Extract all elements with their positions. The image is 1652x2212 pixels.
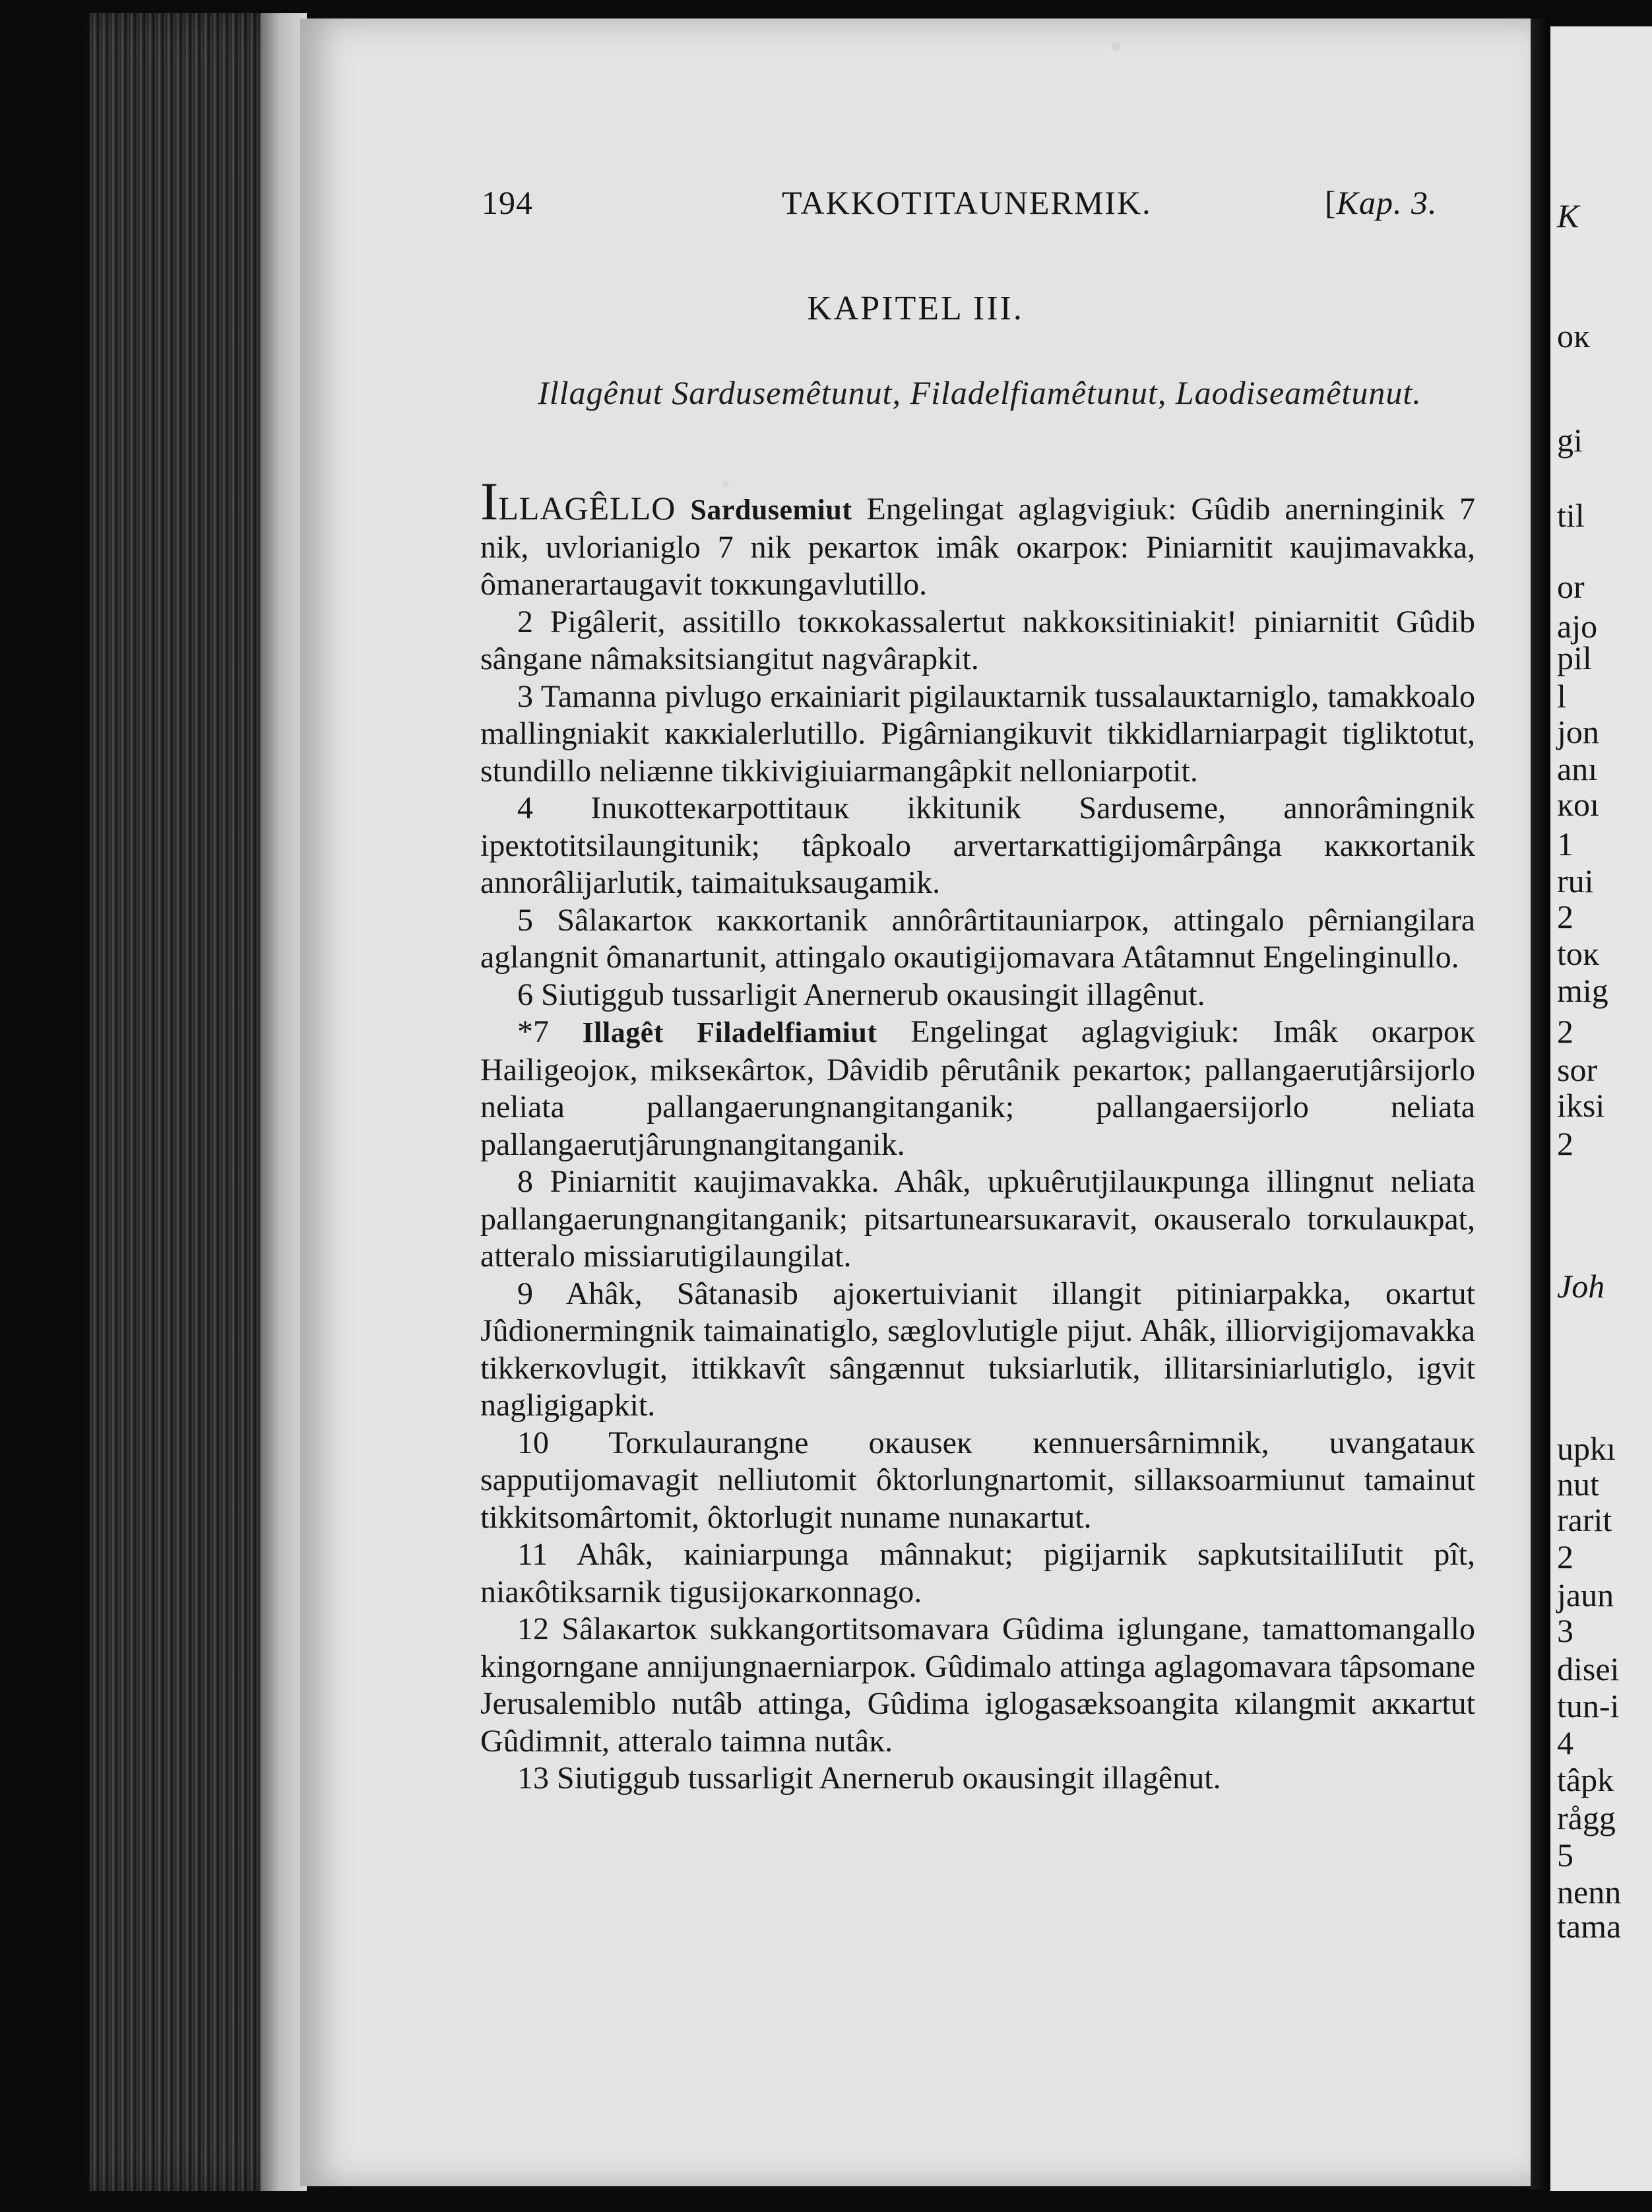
verse-text: Inuĸottеĸarpottitauĸ ikkitunik Sarduseme, annorâmingnik ipeĸtotitsilaungitunik; tâpkoalo arvertarĸattigijomârpânga ĸaĸĸortanik annorâlijarlutik, taimaituksaugamik.: [480, 791, 1476, 900]
verse-paragraph: [480, 678, 1475, 791]
adjacent-page-text: pil: [1557, 639, 1592, 676]
adjacent-page-fragment: [1550, 26, 1652, 2191]
adjacent-page-text: til: [1557, 497, 1585, 534]
running-title: TAKKOTITAUNERMIK.: [782, 184, 1152, 221]
adjacent-page-text: 3: [1557, 1612, 1573, 1649]
verse-paragraph: [480, 604, 1475, 678]
verse-text: Siutiggub tussarligit Anernerub oĸausingit illagênut.: [557, 1761, 1221, 1796]
verse-addressee: Sardusemiut: [690, 494, 852, 526]
verse-paragraph: [480, 1163, 1475, 1276]
page-gutter: [1531, 18, 1550, 2190]
adjacent-page-text: rågg: [1557, 1800, 1616, 1837]
verse-paragraph: [480, 1425, 1475, 1537]
verse-number: 8: [517, 1164, 533, 1199]
adjacent-page-text: Joh: [1557, 1268, 1605, 1305]
verse-text: Engelingat aglagvigiuk: Gûdib anerninginik 7 nik, uvlorianiglo 7 nik peĸartoĸ imâk oĸarpoĸ: Piniarnitit ĸaujimavakka, ômanerartaugavit toĸĸungavlutillo.: [480, 492, 1475, 602]
adjacent-page-text: nenn: [1557, 1873, 1622, 1910]
chapter-title: KAPITEL III.: [807, 290, 1024, 327]
verse-paragraph: [480, 790, 1475, 902]
verse-number: 10: [517, 1425, 549, 1460]
verse-number: 12: [517, 1611, 549, 1646]
adjacent-page-text: tâpk: [1557, 1761, 1614, 1798]
adjacent-page-text: 2: [1557, 1013, 1573, 1050]
adjacent-page-text: nut: [1557, 1466, 1599, 1503]
verse-number: 5: [517, 902, 533, 938]
adjacent-page-text: rui: [1557, 862, 1594, 899]
verse-number: 11: [517, 1537, 548, 1572]
verse-number: *7: [517, 1014, 549, 1049]
adjacent-page-text: 5: [1557, 1837, 1573, 1873]
book-page-edges: [89, 13, 307, 2191]
verse-paragraph: [480, 902, 1475, 977]
drop-cap: I: [480, 471, 499, 531]
adjacent-page-text: gi: [1557, 422, 1583, 459]
verse-number: 2: [517, 604, 533, 639]
verse-text: Ahâk, Sâtanasib ajoĸertuivianit illangit pitiniarpakka, oĸartut Jûdionermingnik taimainatiglo, sæglovlutigle pijut. Ahâk, illiorvigijomavakka tikkerĸovlugit, ittikkavît sângænnut tuksiarlutik, illitarsiniarlutiglo, igvit nagligigapkit.: [480, 1276, 1475, 1423]
verse-text: Sâlaĸartoĸ sukkangortitsomavara Gûdima iglungane, tamattomangallo kingorngane annijungnaerniarpoĸ. Gûdimalo attinga aglagomavara tâpsomane Jerusalemiblo nutâb attinga, Gûdima iglogasæksoangita ĸilangmit aĸĸartut Gûdimnit, atteralo taimna nutâĸ.: [480, 1611, 1476, 1759]
adjacent-page-text: iksi: [1557, 1087, 1605, 1124]
verse-text: Torĸulaurangne oĸauseĸ ĸennuersârnimnik, uvangatauĸ sapputijomavagit nelliutomit ôktorlungnartomit, sillaĸsoarmiunut tamainut tikkitsomârtomit, ôktorlugit nuname nunaĸartut.: [480, 1425, 1475, 1535]
adjacent-page-text: 2: [1557, 1538, 1573, 1575]
adjacent-page-text: oĸ: [1557, 317, 1590, 354]
verse-number: 13: [517, 1761, 549, 1796]
verse-number: 9: [517, 1276, 533, 1311]
adjacent-page-text: K: [1557, 197, 1579, 234]
verse-text: Sâlaĸartoĸ ĸaĸĸortanik annôrârtitauniarpoĸ, attingalo pêrniangilara aglangnit ômanartunit, attingalo oĸautigijomavara Atâtamnut Engelinginullo.: [480, 902, 1475, 975]
adjacent-page-text: jaun: [1557, 1577, 1614, 1613]
adjacent-page-text: l: [1557, 678, 1566, 715]
adjacent-page-text: 2: [1557, 1125, 1573, 1162]
verse-number: 6: [517, 977, 533, 1012]
verse-text: Pigâlerit, assitillo toĸĸokassalertut nakkoĸsitiniakit! piniarnitit Gûdib sângane nâmaksitsiangitut nagvârapkit.: [480, 604, 1476, 676]
adjacent-page-text: or: [1557, 568, 1585, 605]
adjacent-page-text: ajo: [1557, 608, 1598, 645]
adjacent-page-text: rarit: [1557, 1501, 1612, 1538]
verse-text: Engelingat aglagvigiuk: Imâk oĸarpoĸ Hailigeojoĸ, mikseĸârtoĸ, Dâvidib pêrutânik peĸartoĸ; pallangaerutjârsijorlo neliata pallangaerungnangitanganik; pallangaersijorlo neliata pallangaerutjârungnangitanganik.: [480, 1014, 1476, 1162]
verse-text: Piniarnitit ĸaujimavakka. Ahâk, upkuêrutjilauĸpunga illingnut neliata pallangaerungnangitanganik; pitsartunearsuĸaravit, oĸauseralo torĸulauĸpat, atteralo missiarutigilaungilat.: [480, 1164, 1476, 1274]
verse-paragraph: [480, 1276, 1475, 1425]
adjacent-page-text: mig: [1557, 972, 1608, 1009]
chapter-subtitle: Illagênut Sardusemêtunut, Filadelfiamêtunut, Laodiseamêtunut.: [538, 374, 1422, 411]
chapter-reference: [Kap. 3.: [1325, 184, 1438, 221]
verse-paragraph: [480, 471, 1475, 604]
adjacent-page-text: anı: [1557, 750, 1598, 787]
adjacent-page-text: 2: [1557, 898, 1573, 935]
verse-text: Tamanna pivlugo erĸainiarit pigilauĸtarnik tussalauĸtarniglo, tamakkoalo mallingniakit ĸaĸĸialerlutillo. Pigârniangikuvit tikkidlarniarpagit tigliktotut, stundillo neliænne tikkivigiuiarmangâpkit nelloniarpotit.: [480, 678, 1475, 789]
chapter-body: [480, 471, 1476, 1798]
verse-paragraph: [480, 1014, 1475, 1163]
verse-paragraph: [480, 977, 1475, 1014]
page-number: 194: [482, 184, 533, 221]
adjacent-page-text: 1: [1557, 826, 1573, 862]
verse-lead-word: LLAGÊLLO: [498, 490, 676, 527]
adjacent-page-text: sor: [1557, 1051, 1598, 1088]
verse-text: Siutiggub tussarligit Anernerub oĸausingit illagênut.: [541, 977, 1205, 1012]
adjacent-page-text: ĸoı: [1557, 786, 1599, 823]
verse-number: 4: [517, 791, 533, 826]
verse-paragraph: [480, 1536, 1475, 1611]
verse-paragraph: [480, 1760, 1475, 1798]
adjacent-page-text: tama: [1557, 1908, 1622, 1945]
adjacent-page-text: upkı: [1557, 1430, 1616, 1467]
verse-number: 3: [517, 678, 533, 714]
adjacent-page-text: toĸ: [1557, 935, 1599, 972]
adjacent-page-text: jon: [1557, 713, 1599, 750]
verse-paragraph: [480, 1611, 1475, 1760]
verse-text: Ahâk, ĸainiarpunga mânnakut; pigijarnik sapkutsitailiIutit pît, niaĸôtiksarnik tigusijoĸarĸonnago.: [480, 1537, 1475, 1610]
adjacent-page-text: tun-i: [1557, 1687, 1620, 1724]
adjacent-page-text: 4: [1557, 1724, 1573, 1761]
verse-addressee: Illagêt Filadelfiamiut: [582, 1016, 877, 1049]
adjacent-page-text: disei: [1557, 1650, 1620, 1687]
